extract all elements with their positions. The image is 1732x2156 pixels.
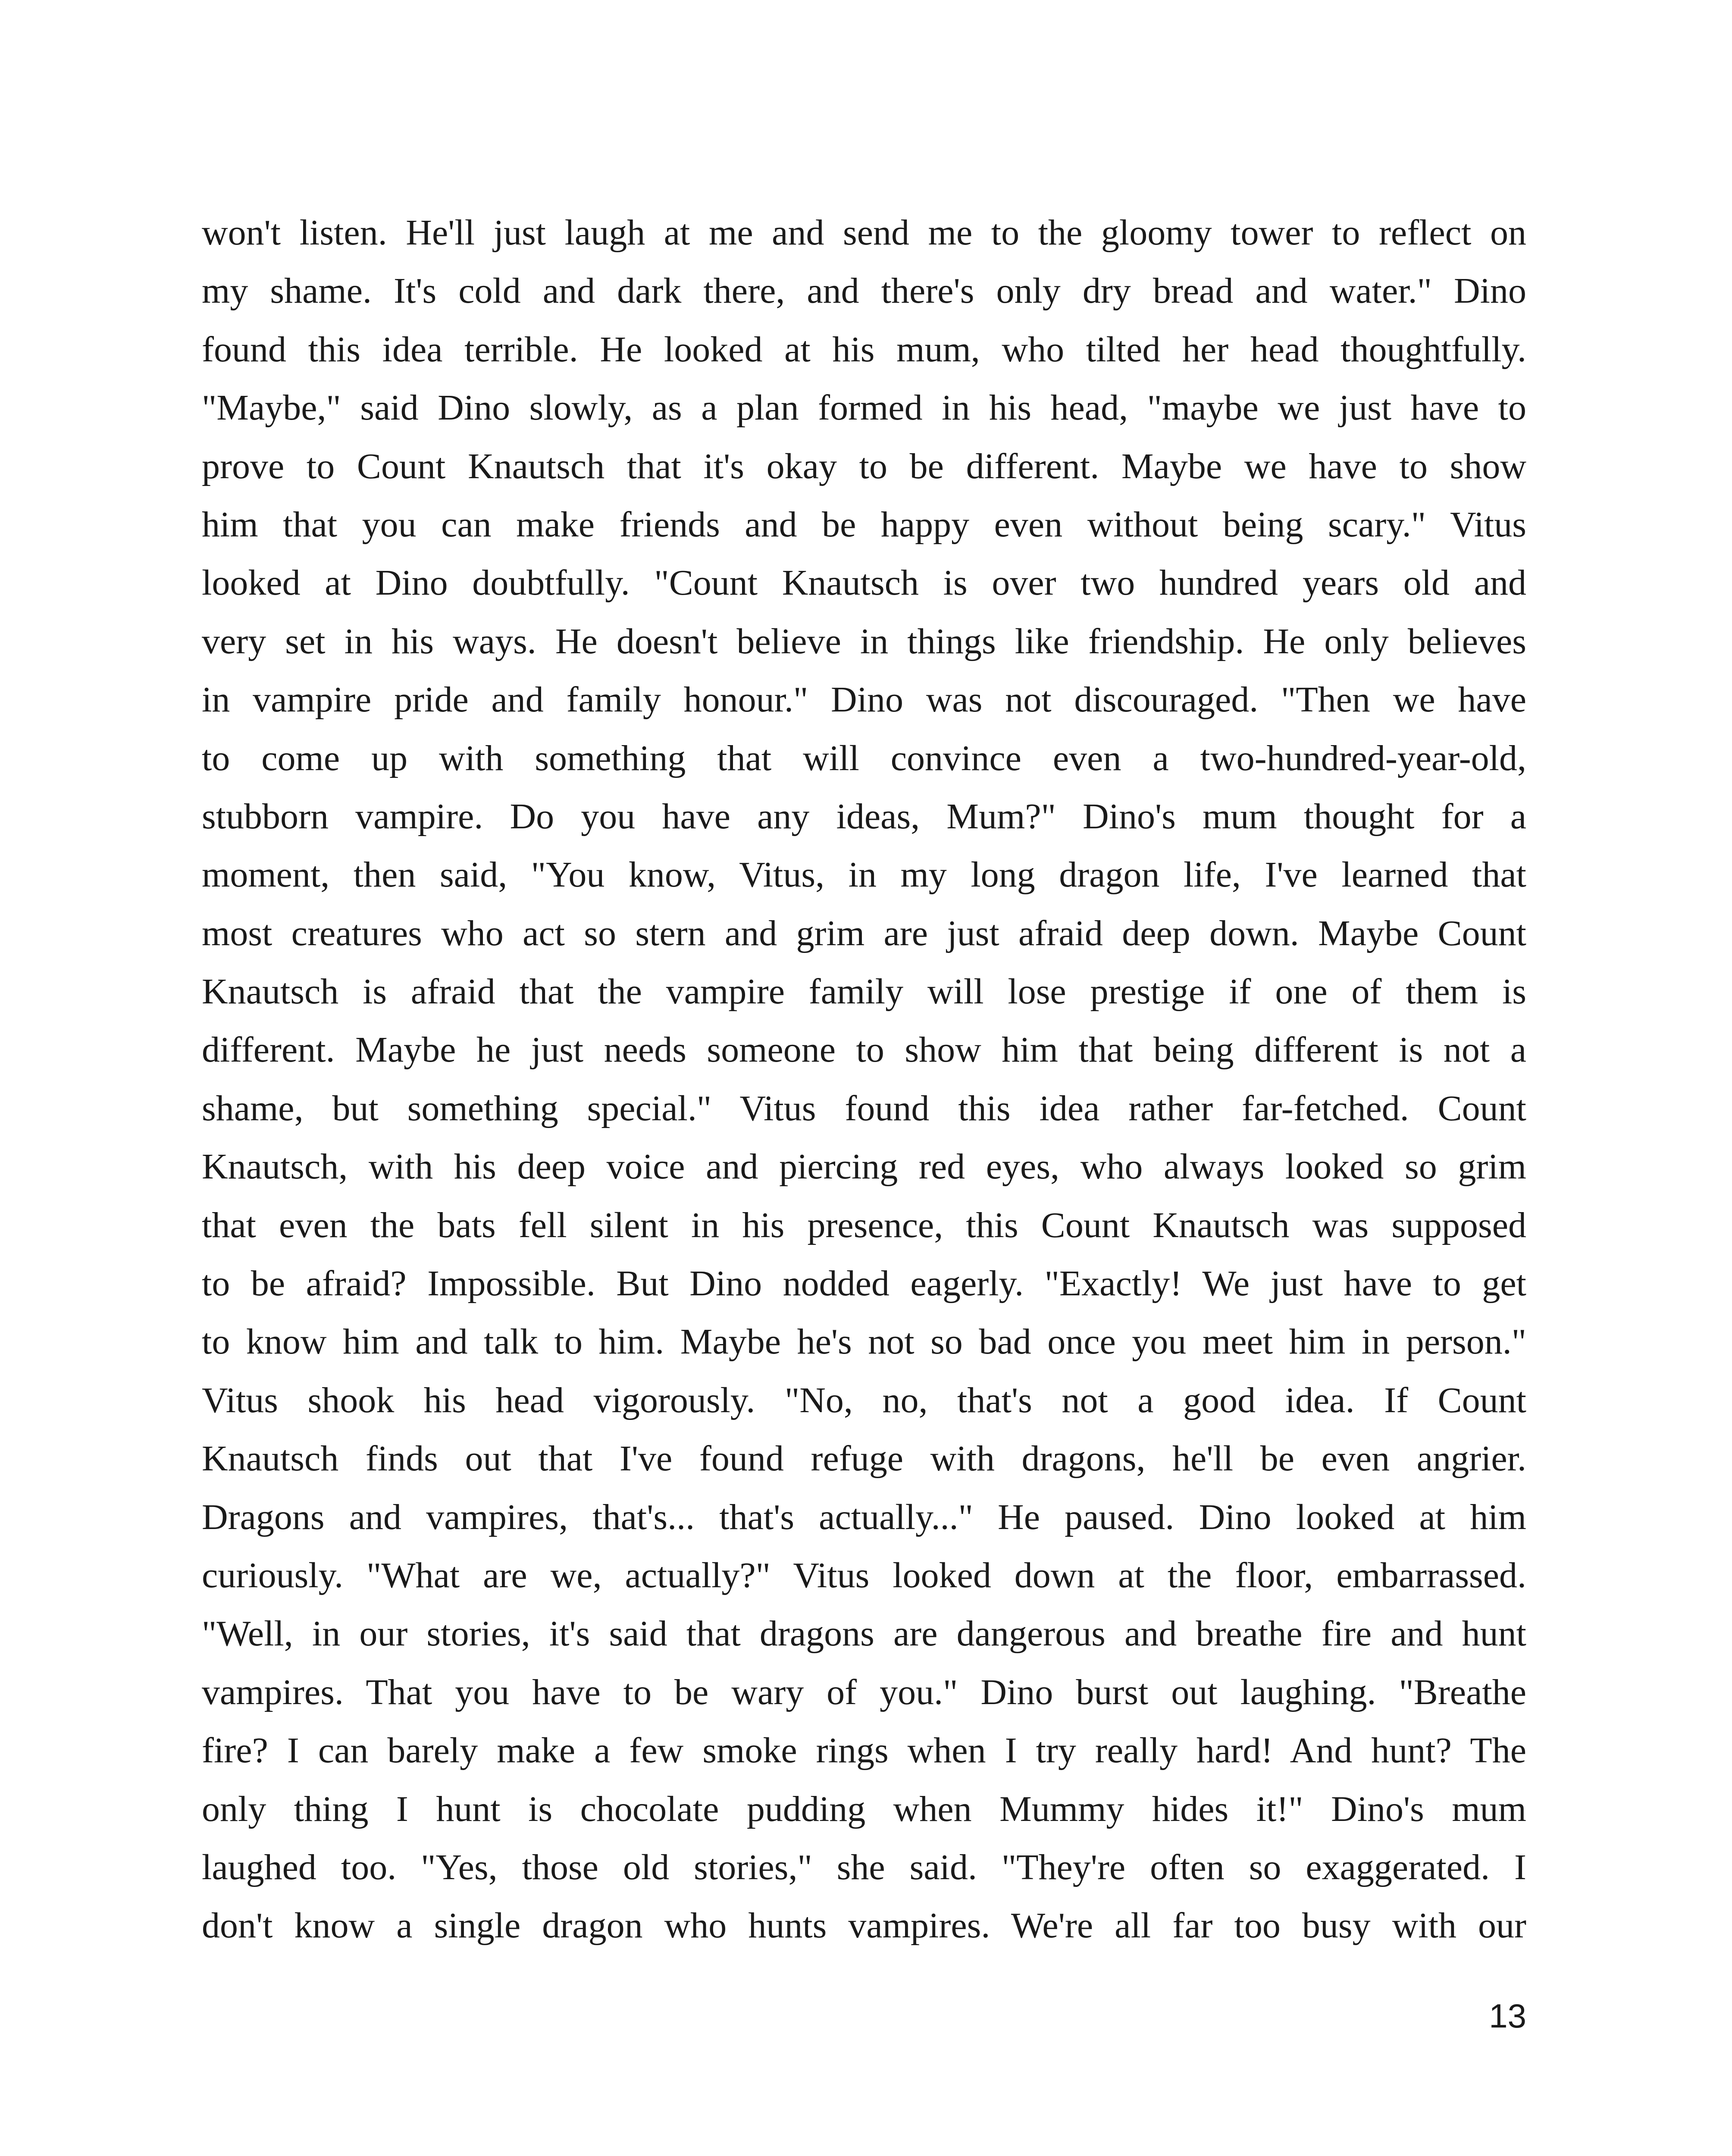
text-line: very set in his ways. He doesn't believe in things like friendship. He only believes	[202, 621, 1526, 661]
text-line: shame, but something special." Vitus found this idea rather far-fetched. Count	[202, 1088, 1526, 1128]
text-line: that even the bats fell silent in his presence, this Count Knautsch was supposed	[202, 1205, 1526, 1245]
text-line: Dragons and vampires, that's... that's actually..." He paused. Dino looked at him	[202, 1497, 1526, 1537]
text-line: laughed too. "Yes, those old stories," she said. "They're often so exaggerated. I	[202, 1847, 1526, 1887]
text-line: found this idea terrible. He looked at his mum, who tilted her head thoughtfully.	[202, 329, 1526, 370]
text-line: my shame. It's cold and dark there, and there's only dry bread and water." Dino	[202, 271, 1526, 311]
text-line: fire? I can barely make a few smoke rings when I try really hard! And hunt? The	[202, 1730, 1526, 1771]
text-line: Knautsch is afraid that the vampire family will lose prestige if one of them is	[202, 971, 1526, 1012]
text-line: Vitus shook his head vigorously. "No, no, that's not a good idea. If Count	[202, 1380, 1526, 1420]
text-line: "Well, in our stories, it's said that dragons are dangerous and breathe fire and hunt	[202, 1614, 1526, 1654]
text-line: "Maybe," said Dino slowly, as a plan formed in his head, "maybe we just have to	[202, 388, 1526, 428]
text-line: different. Maybe he just needs someone to show him that being different is not a	[202, 1030, 1526, 1070]
page-number: 13	[1489, 1997, 1526, 2035]
text-line: to know him and talk to him. Maybe he's not so bad once you meet him in person."	[202, 1322, 1526, 1362]
text-line: moment, then said, "You know, Vitus, in my long dragon life, I've learned that	[202, 855, 1526, 895]
text-line: stubborn vampire. Do you have any ideas, Mum?" Dino's mum thought for a	[202, 796, 1526, 837]
text-line: Knautsch, with his deep voice and piercing red eyes, who always looked so grim	[202, 1147, 1526, 1187]
text-line: won't listen. He'll just laugh at me and send me to the gloomy tower to reflect on	[202, 213, 1526, 253]
text-line: vampires. That you have to be wary of you." Dino burst out laughing. "Breathe	[202, 1672, 1526, 1712]
body-text	[202, 204, 1526, 1955]
text-line: don't know a single dragon who hunts vampires. We're all far too busy with our	[202, 1905, 1526, 1946]
text-line: looked at Dino doubtfully. "Count Knautsch is over two hundred years old and	[202, 563, 1526, 603]
text-line: Knautsch finds out that I've found refuge with dragons, he'll be even angrier.	[202, 1438, 1526, 1479]
text-line: only thing I hunt is chocolate pudding when Mummy hides it!" Dino's mum	[202, 1789, 1526, 1829]
text-line: to be afraid? Impossible. But Dino nodded eagerly. "Exactly! We just have to get	[202, 1263, 1526, 1304]
text-line: most creatures who act so stern and grim are just afraid deep down. Maybe Count	[202, 913, 1526, 953]
text-line: curiously. "What are we, actually?" Vitus looked down at the floor, embarrassed.	[202, 1555, 1526, 1595]
text-line: prove to Count Knautsch that it's okay to be different. Maybe we have to show	[202, 446, 1526, 486]
text-line: in vampire pride and family honour." Dino was not discouraged. "Then we have	[202, 680, 1526, 720]
text-line: him that you can make friends and be happy even without being scary." Vitus	[202, 504, 1526, 545]
text-line: to come up with something that will convince even a two-hundred-year-old,	[202, 738, 1526, 778]
